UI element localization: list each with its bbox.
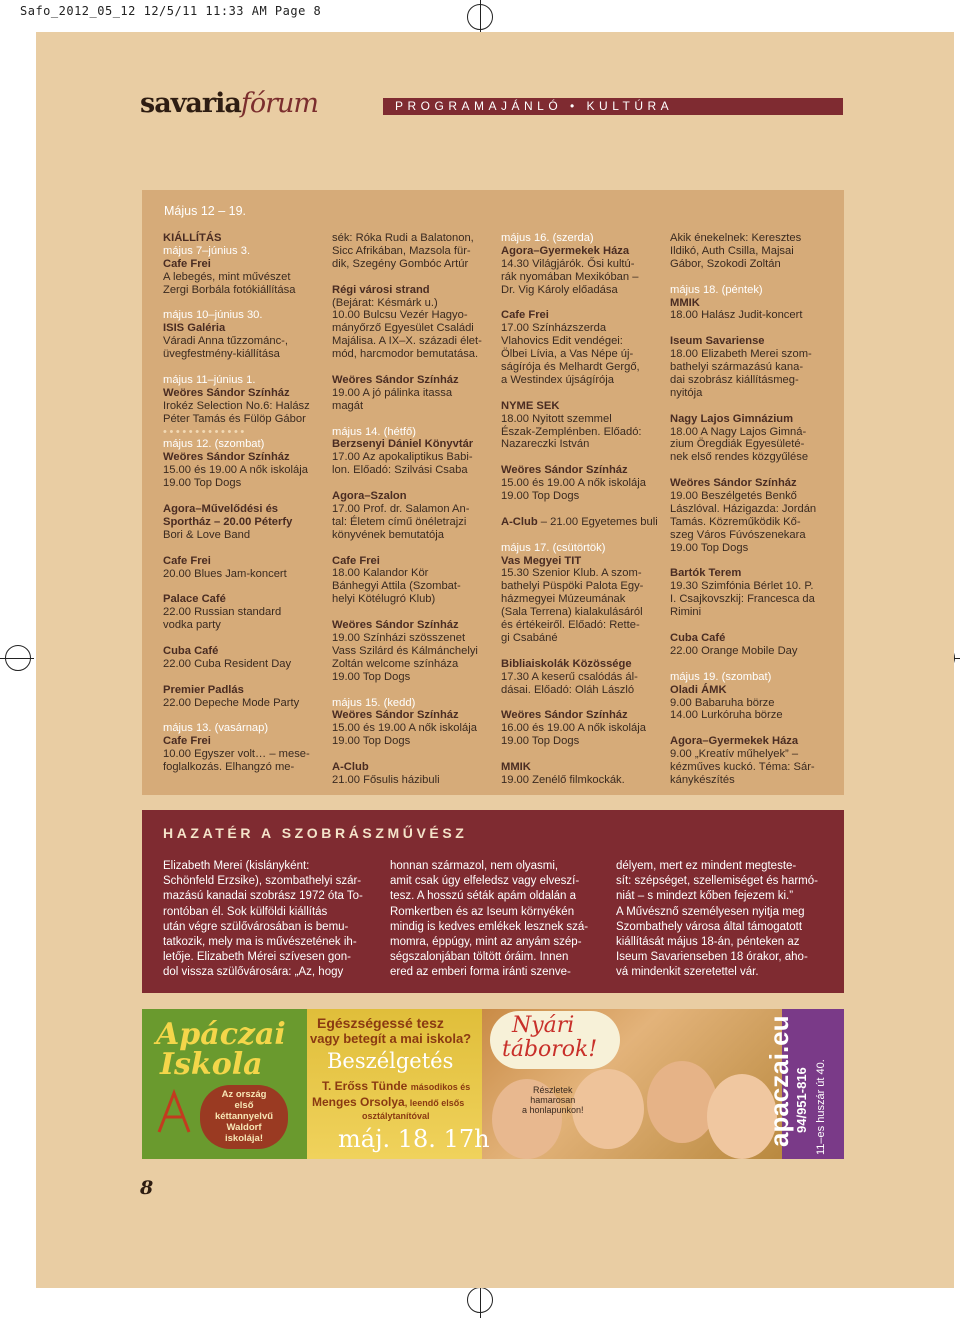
spacer: [332, 748, 490, 761]
spacer: [501, 748, 659, 761]
article-column-3: [616, 859, 822, 981]
event-text: a Westindex újságírója: [501, 373, 614, 386]
article-line: tesz. A hosszú séták apám oldalán a: [390, 890, 577, 903]
event-text: 19.00 Top Dogs: [332, 670, 411, 683]
event-text: 19.00 Zenélő filmkockák.: [501, 773, 625, 786]
event-text: üvegfestmény-kiállítása: [163, 348, 280, 361]
venue-name: Cuba Café: [670, 632, 726, 644]
ad-camp-1: Nyári: [512, 1013, 575, 1038]
article-line: délyem, mert ez mindent megteste-: [616, 860, 797, 872]
venue-name: Régi városi strand: [332, 283, 430, 296]
date-heading: május 10–június 30.: [163, 309, 263, 322]
event-text: 19.00 Beszélgetés Benkő: [670, 490, 797, 503]
article-column-1: [163, 859, 369, 981]
spacer: [670, 400, 828, 413]
ad-camp-note-2: hamarosan: [530, 1095, 576, 1105]
spacer: [670, 271, 828, 284]
date-heading: május 17. (csütörtök): [501, 541, 606, 554]
event-text: 15.00 és 19.00 A nők iskolája: [501, 477, 646, 490]
article-line: letője. Elizabeth Mérei szívesen gon-: [163, 951, 351, 964]
spacer: [163, 632, 321, 645]
spacer: [332, 361, 490, 374]
event-text: 17.30 A keserű csalódás ál-: [501, 670, 638, 683]
venue-name: Weöres Sándor Színház: [163, 386, 290, 399]
spacer: [332, 684, 490, 697]
article-column-2: [390, 859, 596, 981]
spacer: [670, 464, 828, 477]
article-line: vá mindenkit szeretettel vár.: [616, 966, 759, 979]
spacer: [670, 555, 828, 568]
ad-speaker-1-role: másodikos és: [410, 1082, 471, 1092]
program-column-4: [670, 232, 828, 787]
event-text: 17.00 Prof. dr. Salamon An-: [332, 502, 470, 515]
ad-badge-line: Az ország: [221, 1089, 267, 1100]
event-text: Nazareczki István: [501, 438, 590, 451]
event-text: házmegyei Múzeumának: [501, 593, 626, 606]
page-number: 8: [140, 1177, 154, 1199]
article-line: Iseum Savarienseben 18 órakor, aho-: [616, 951, 808, 964]
event-text: 19.00 Top Dogs: [163, 477, 242, 490]
ad-school-name-1: Apáczai: [156, 1017, 286, 1052]
event-text: 22.00 Cuba Resident Day: [163, 657, 292, 670]
event-text: 15.00 és 19.00 A nők iskolája: [163, 464, 308, 477]
venue-name: Iseum Savariense: [670, 335, 765, 348]
event-text: foglalkozás. Elhangzó me-: [163, 761, 295, 774]
spacer: [670, 722, 828, 735]
article-line: Schönfeld Erzsike), szombathelyi szár-: [163, 875, 362, 888]
event-text: 20.00 Blues Jam-koncert: [163, 567, 287, 580]
venue-name: Weöres Sándor Színház: [163, 451, 290, 464]
event-text: 18.00 A Nagy Lajos Gimná-: [670, 425, 807, 438]
event-text: 19.00 Top Dogs: [501, 735, 580, 748]
article-line: momra, éppúgy, mint az anyám szép-: [390, 936, 582, 949]
spacer: [332, 606, 490, 619]
section-header: PROGRAMAJÁNLÓ • KULTÚRA: [383, 98, 843, 115]
venue-name: Cafe Frei: [163, 554, 211, 567]
ad-badge-line: Waldorf: [226, 1122, 262, 1133]
spacer: [163, 490, 321, 503]
event-text: Vass Szilárd és Kálmánchelyi: [332, 644, 478, 657]
event-text: bathelyi Püspöki Palota Egy-: [501, 580, 644, 593]
ad-badge: [200, 1085, 288, 1149]
event-text: mányőrző Egyesület Családi: [332, 322, 474, 335]
event-text: kézműves kuckó. Téma: Sár-: [670, 761, 815, 774]
event-text: A lebegés, mint művészet: [163, 270, 291, 283]
event-text: 21.00 Fősulis házibuli: [332, 773, 440, 786]
ad-speaker-2-role-2: osztálytanítóval: [362, 1111, 430, 1121]
registration-mark: [5, 645, 31, 671]
ad-talk-title: Beszélgetés: [327, 1049, 454, 1073]
event-text: Dr. Vig Károly előadása: [501, 283, 618, 296]
event-text: Észak-Zemplénben. Előadó:: [501, 425, 642, 438]
event-text: 15.00 és 19.00 A nők iskolája: [332, 722, 477, 735]
venue-name: Premier Padlás: [163, 683, 244, 696]
event-text: és értékeiről. Előadó: Rette-: [501, 619, 640, 632]
venue-name: Weöres Sándor Színház: [332, 619, 459, 632]
spacer: [501, 451, 659, 464]
date-heading: május 15. (kedd): [332, 696, 416, 709]
event-text: könyvének bemutatója: [332, 528, 444, 541]
event-text: Majálisa. A IX–X. századi élet-: [332, 335, 482, 348]
spacer: [501, 503, 659, 516]
event-text: 19.00 Színházi szösszenet: [332, 632, 466, 644]
program-column-1: [163, 232, 321, 774]
event-text: kánykészítés: [670, 773, 735, 786]
venue-name: A-Club: [332, 761, 369, 774]
venue-name: Cafe Frei: [332, 554, 380, 567]
venue-name: Weöres Sándor Színház: [670, 477, 797, 490]
article-line: dol vissza szülővárosára: „Az, hogy: [163, 966, 344, 979]
event-text: 18.00 Kalandor Kör: [332, 567, 429, 580]
venue-name: Vas Megyei TIT: [501, 554, 582, 567]
venue-name: Agora–Gyermekek Háza: [501, 244, 630, 257]
program-entry: [501, 516, 659, 529]
article-line: kiállítását május 18-án, pénteken az: [616, 936, 800, 949]
spacer: [332, 477, 490, 490]
magazine-logo: savariafórum: [140, 88, 319, 119]
venue-name: Oladi ÁMK: [670, 683, 727, 696]
event-text: vodka party: [163, 619, 221, 632]
event-text: Bori & Love Band: [163, 528, 251, 541]
event-text: Tamás. Közreműködik Kő-: [670, 515, 801, 528]
event-text: Vlahovics Edit vendégei:: [501, 335, 623, 348]
event-text: Ildikó, Auth Csilla, Majsai: [670, 244, 794, 257]
event-text: 19.30 Szimfónia Bérlet 10. P.: [670, 580, 814, 593]
event-text: I. Csajkovszkij: Francesca da: [670, 593, 815, 606]
event-text: nek első rendes közgyűlése: [670, 451, 809, 464]
venue-name: KIÁLLÍTÁS: [163, 232, 222, 244]
print-slug: Safo_2012_05_12 12/5/11 11:33 AM Page 8: [20, 4, 322, 18]
event-text: Gábor, Szokodi Zoltán: [670, 257, 781, 270]
venue-name: Cafe Frei: [501, 309, 549, 322]
venue-name: Palace Café: [163, 593, 226, 606]
spacer: [163, 709, 321, 722]
event-text: Péter Tamás és Fülöp Gábor: [163, 412, 306, 425]
program-column-2: [332, 232, 490, 787]
event-text: Rimini: [670, 606, 702, 619]
article-line: Elizabeth Merei (kislányként:: [163, 860, 310, 872]
event-text: dik, Szegény Gombóc Artúr: [332, 257, 469, 270]
article-line: rontóban él. Sok külföldi kiállítás: [163, 905, 328, 918]
spacer: [332, 413, 490, 426]
article-line: A Művésznő személyesen nyitja meg: [616, 905, 805, 918]
ad-date: máj. 18. 17h: [338, 1125, 490, 1153]
spacer: [501, 645, 659, 658]
venue-name: Weöres Sándor Színház: [332, 373, 459, 386]
event-text: 19.00 Top Dogs: [501, 490, 580, 503]
venue-name: Cuba Café: [163, 644, 219, 657]
ad-camp-note: [522, 1085, 584, 1115]
event-text: 19.00 Top Dogs: [670, 541, 749, 554]
venue-name: Agora–Művelődési és: [163, 502, 279, 515]
event-text: magát: [332, 399, 364, 412]
ad-question-2: vagy betegít a mai iskola?: [310, 1031, 472, 1046]
article-line: niát – s mindezt kőben fejezem ki.”: [616, 890, 794, 903]
event-text: 19.00 Top Dogs: [332, 735, 411, 748]
spacer: [332, 271, 490, 284]
event-text: Zoltán welcome színháza: [332, 657, 459, 670]
ad-photo-face: [647, 1061, 717, 1143]
spacer: [501, 297, 659, 310]
event-text: Váradi Anna tűzzománc-,: [163, 335, 288, 348]
venue-name: ISIS Galéria: [163, 322, 226, 335]
event-text: Lászlóval. Házigazda: Jordán: [670, 502, 817, 515]
spacer: [163, 361, 321, 374]
date-heading: május 12. (szombat): [163, 438, 265, 451]
ad-school-name-2: Iskola: [160, 1047, 263, 1082]
ad-speaker-2: [312, 1095, 464, 1109]
event-text: (Sala Terrena) kialakulásáról: [501, 606, 643, 619]
spacer: [501, 387, 659, 400]
event-text: dai szobrász kiállításmeg-: [670, 373, 799, 386]
dotted-separator: •••••••••••••: [163, 425, 247, 438]
event-text: Akik énekelnek: Keresztes: [670, 232, 802, 244]
article-line: után végre szülővárosában is bemu-: [163, 920, 349, 933]
article-line: amit csak úgy elfeledsz vagy elveszí-: [390, 875, 580, 888]
event-text: Bánhegyi Attila (Szombat-: [332, 580, 461, 593]
venue-name: Agora–Gyermekek Háza: [670, 735, 799, 748]
article-line: honnan származol, nem olyasmi,: [390, 860, 559, 872]
article-line: mazású kanadai szobrász 1972 óta To-: [163, 890, 363, 903]
event-text: rák nyomában Mexikóban –: [501, 270, 639, 283]
event-text: – 21.00 Egyetemes buli: [537, 515, 658, 528]
event-text: Zergi Borbála fotókiállítása: [163, 283, 296, 296]
ad-speaker-2-name: Menges Orsolya: [312, 1095, 405, 1109]
event-text: sék: Róka Rudi a Balatonon,: [332, 232, 474, 244]
venue-name: Weöres Sándor Színház: [332, 709, 459, 722]
ad-badge-line: kéttannyelvű: [214, 1111, 274, 1122]
venue-name: Agora–Szalon: [332, 490, 407, 503]
article-line: ségszalonjában töltött óráim. Innen: [390, 951, 569, 964]
event-text: mód, harcmodor bemutatása.: [332, 348, 479, 361]
article-line: mindig is kedves emlékek lesznek szá-: [390, 920, 589, 933]
ad-speaker-2-role: , leendő elsős: [404, 1098, 465, 1108]
ad-speaker-1: [322, 1079, 470, 1093]
event-text: 22.00 Depeche Mode Party: [163, 696, 300, 709]
date-heading: május 16. (szerda): [501, 232, 594, 244]
venue-name: NYME SEK: [501, 399, 560, 412]
ad-logo-icon: [154, 1087, 194, 1137]
ad-speaker-1-name: T. Erőss Tünde: [322, 1079, 408, 1093]
article-line: sít: szépséget, szellemiséget és harmó-: [616, 875, 818, 888]
article-line: Szombathely városa által támogatott: [616, 920, 803, 933]
program-column-3: [501, 232, 659, 787]
ad-camp-2: táborok!: [502, 1037, 598, 1062]
date-heading: május 18. (péntek): [670, 283, 763, 296]
spacer: [501, 529, 659, 542]
event-text: tal: Életem című önéletrajzi: [332, 515, 467, 528]
venue-name: Cafe Frei: [163, 257, 211, 270]
spacer: [163, 580, 321, 593]
spacer: [501, 697, 659, 710]
event-text: 18.00 Halász Judit-koncert: [670, 309, 803, 322]
ad-address: 11–es huszár út 40.: [815, 1059, 827, 1155]
ad-question-1: Egészségessé tesz: [317, 1015, 444, 1031]
ad-camp-note-3: a honlapunkon!: [522, 1105, 584, 1115]
event-text: zium Öregdiák Egyesületé-: [670, 438, 805, 451]
event-text: 9.00 Babaruha börze: [670, 696, 775, 709]
event-text: 15.30 Szenior Klub. A szom-: [501, 567, 642, 580]
event-text: szeg Város Fúvószenekara: [670, 528, 806, 541]
event-text: nyitója: [670, 386, 703, 399]
spacer: [163, 542, 321, 555]
article-line: tatkozik, mely ma is művészetének ih-: [163, 936, 357, 949]
event-text: 16.00 és 19.00 A nők iskolája: [501, 722, 646, 735]
event-text: ságírója és Melhardt Gergő,: [501, 361, 640, 374]
spacer: [670, 658, 828, 671]
article-title: HAZATÉR A SZOBRÁSZMŰVÉSZ: [163, 825, 468, 841]
date-heading: május 13. (vasárnap): [163, 722, 269, 735]
article-line: Romkertben és az Iseum környékén: [390, 905, 575, 918]
program-date-range: Május 12 – 19.: [164, 204, 246, 218]
venue-name: Weöres Sándor Színház: [501, 709, 628, 722]
ad-camp-note-1: Részletek: [533, 1085, 573, 1095]
spacer: [163, 297, 321, 310]
venue-name: MMIK: [501, 761, 531, 774]
date-heading: május 11–június 1.: [163, 373, 256, 386]
registration-mark: [467, 1287, 493, 1313]
event-text: 22.00 Orange Mobile Day: [670, 644, 798, 657]
spacer: [670, 322, 828, 335]
spacer: [163, 671, 321, 684]
event-text: 22.00 Russian standard: [163, 606, 282, 619]
event-text: (Bejárat: Késmárk u.): [332, 296, 438, 309]
event-text: 14.30 Világjárók. Ősi kultú-: [501, 257, 635, 270]
event-text: bathelyi származású kana-: [670, 361, 804, 374]
event-text: 18.00 Elizabeth Merei szom-: [670, 348, 812, 361]
venue-name: Bartók Terem: [670, 567, 742, 580]
venue-name: Bibliaiskolák Közössége: [501, 657, 632, 670]
date-heading: május 14. (hétfő): [332, 425, 416, 438]
venue-name: Berzsenyi Dániel Könyvtár: [332, 438, 474, 451]
event-text: gi Csabáné: [501, 632, 558, 645]
event-text: 19.00 A jó pálinka itassa: [332, 386, 453, 399]
ad-badge-line: első: [234, 1100, 254, 1111]
venue-name: Weöres Sándor Színház: [501, 464, 628, 477]
spacer: [332, 542, 490, 555]
event-text: 14.00 Lurkóruha börze: [670, 709, 783, 722]
event-text: Irokéz Selection No.6: Halász: [163, 399, 310, 412]
event-text: Ölbei Lívia, a Vas Népe új-: [501, 348, 634, 361]
venue-name: Cafe Frei: [163, 735, 211, 748]
event-text: 9.00 „Kreatív műhelyek” –: [670, 748, 799, 761]
venue-name: A-Club: [501, 515, 538, 528]
venue-name: MMIK: [670, 296, 700, 309]
event-text: 10.00 Bulcsu Vezér Hagyo-: [332, 309, 468, 322]
event-text: lon. Előadó: Szilvási Csaba: [332, 464, 468, 477]
advertisement: [142, 1009, 844, 1159]
spacer: [670, 619, 828, 632]
ad-badge-line: iskolája!: [224, 1133, 264, 1144]
event-text: Sicc Afrikában, Mazsola für-: [332, 244, 471, 257]
article-line: ered az emberi forma iránti szenve-: [390, 966, 571, 979]
event-text: 10.00 Egyszer volt… – mese-: [163, 748, 310, 761]
event-text: 17.00 Színházszerda: [501, 322, 607, 335]
venue-name: Sportház – 20.00 Péterfy: [163, 515, 293, 528]
registration-mark: [467, 4, 493, 30]
date-heading: május 19. (szombat): [670, 670, 772, 683]
event-text: dásai. Előadó: Oláh László: [501, 683, 635, 696]
date-heading: május 7–június 3.: [163, 244, 251, 257]
event-text: 18.00 Nyitott szemmel: [501, 412, 612, 425]
event-text: 17.00 Az apokaliptikus Babi-: [332, 451, 473, 464]
ad-phone: 94/951-816: [794, 1067, 809, 1133]
venue-name: Nagy Lajos Gimnázium: [670, 412, 794, 425]
ad-website: apaczai.eu: [764, 1015, 794, 1147]
event-text: helyi Kötélugró Klub): [332, 593, 436, 606]
